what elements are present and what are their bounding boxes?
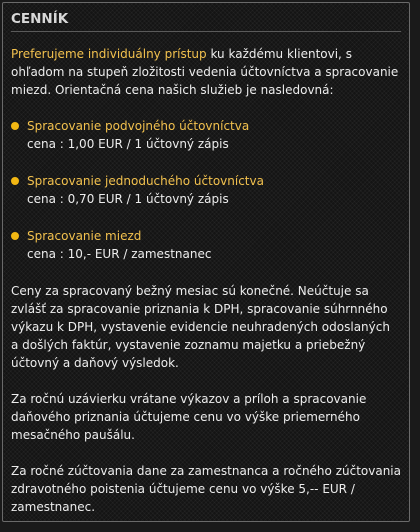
bullet-icon xyxy=(11,177,19,185)
pricing-note-annual-closing: Za ročnú uzávierku vrátane výkazov a príloh a spracovanie daňového priznania účtujeme cenu vo výške priemerného mesačného paušálu. xyxy=(11,392,367,442)
service-name: Spracovanie jednoduchého účtovníctva xyxy=(27,174,264,188)
service-price: cena : 0,70 EUR / 1 účtovný zápis xyxy=(27,192,229,206)
bullet-icon xyxy=(11,232,19,240)
service-item-double-entry xyxy=(11,117,401,153)
pricing-panel xyxy=(2,2,410,522)
service-item-payroll xyxy=(11,227,401,263)
page-title: CENNÍK xyxy=(11,11,69,27)
pricing-note-monthly: Ceny za spracovaný bežný mesiac sú konečné. Neúčtuje sa zvlášť za spracovanie priznania k DPH, spracovanie súhrnného výkazu k DPH, vystavenie evidencie neuhradených odoslaných a došlých faktúr, vystavenie zoznamu majetku a priebežný účtovný a daňový výsledok. xyxy=(11,284,390,370)
bullet-icon xyxy=(11,122,19,130)
service-name: Spracovanie podvojného účtovníctva xyxy=(27,119,250,133)
intro-highlight: Preferujeme individuálny prístup xyxy=(11,47,207,61)
pricing-note-annual-settlement: Za ročné zúčtovania dane za zamestnanca a ročného zúčtovania zdravotného poistenia účtujeme cenu vo výške 5,-- EUR / zamestnanec. xyxy=(11,464,401,514)
intro-paragraph xyxy=(11,45,401,99)
service-name: Spracovanie miezd xyxy=(27,229,142,243)
intro-text: ku každému klientovi, s ohľadom na stupeň zložitosti vedenia účtovníctva a spracovanie miezd. Orientačná cena našich služieb je nasledovná: xyxy=(11,47,399,97)
service-price: cena : 1,00 EUR / 1 účtovný zápis xyxy=(27,137,229,151)
title-divider xyxy=(11,31,401,32)
service-item-single-entry xyxy=(11,172,401,208)
service-price: cena : 10,- EUR / zamestnanec xyxy=(27,247,212,261)
